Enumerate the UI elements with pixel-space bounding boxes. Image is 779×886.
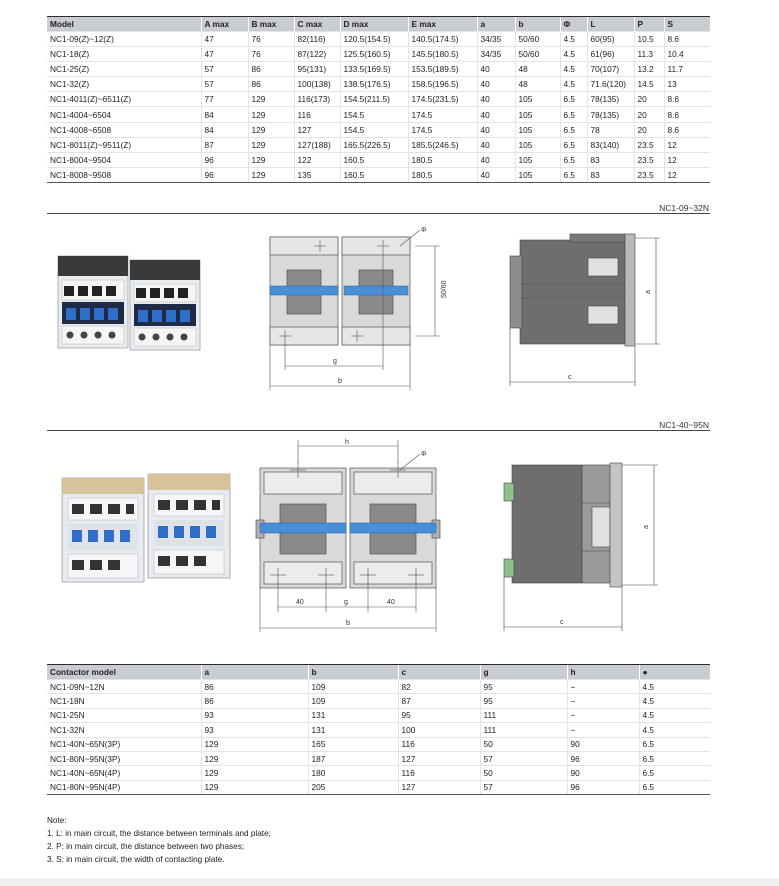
contactor-table-row	[47, 780, 710, 794]
table-cell: NC1-09(Z)~12(Z)	[47, 32, 201, 47]
side-drawing-large	[498, 455, 668, 635]
table-cell: 40	[477, 152, 515, 167]
table-cell: 8.6	[664, 122, 710, 137]
table-cell: 4.5	[639, 723, 710, 737]
table-cell: 129	[248, 122, 294, 137]
column-header: S	[664, 17, 710, 32]
table-cell: 11.3	[634, 47, 664, 62]
table-cell: 127	[398, 780, 480, 794]
table-cell: 105	[515, 122, 560, 137]
column-header: b	[308, 665, 398, 680]
note-item: 1. L: in main circuit, the distance between terminals and plate;	[47, 829, 271, 838]
column-header: a	[477, 17, 515, 32]
table-cell: NC1-8011(Z)~9511(Z)	[47, 137, 201, 152]
table-cell: NC1-4011(Z)~6511(Z)	[47, 92, 201, 107]
table-cell: 86	[248, 62, 294, 77]
contactor-table	[47, 665, 710, 795]
table-cell: 50	[480, 766, 567, 780]
table-cell: NC1-4008~6508	[47, 122, 201, 137]
note-item: 2. P: in main circuit, the distance between two phases;	[47, 842, 245, 851]
column-header: a	[201, 665, 308, 680]
table-cell: 76	[248, 32, 294, 47]
table-cell: 34/35	[477, 32, 515, 47]
table-cell: 95(131)	[294, 62, 340, 77]
table-cell: NC1-18N	[47, 694, 201, 708]
column-header: b	[515, 17, 560, 32]
table-cell: 40	[477, 167, 515, 182]
spec-table-row	[47, 62, 710, 77]
column-header: A max	[201, 17, 248, 32]
table-cell: 129	[201, 751, 308, 765]
table-cell: 8.6	[664, 92, 710, 107]
table-cell: 154.5	[340, 122, 408, 137]
table-cell: 84	[201, 107, 248, 122]
dim-40-left-large: 40	[296, 599, 304, 606]
column-header: L	[587, 17, 634, 32]
table-cell: 93	[201, 708, 308, 722]
table-cell: 10.5	[634, 32, 664, 47]
dim-g-small: g	[333, 358, 337, 365]
table-cell: NC1-18(Z)	[47, 47, 201, 62]
table-cell: 154.5	[340, 107, 408, 122]
table-cell: 129	[248, 152, 294, 167]
table-cell: 61(96)	[587, 47, 634, 62]
table-cell: 86	[248, 77, 294, 92]
table-cell: NC1-80N~95N(4P)	[47, 780, 201, 794]
front-drawing-small	[255, 222, 455, 397]
column-header: ●	[639, 665, 710, 680]
table-cell: −	[567, 723, 639, 737]
table-cell: 122	[294, 152, 340, 167]
table-cell: 120.5(154.5)	[340, 32, 408, 47]
table-cell: 6.5	[639, 766, 710, 780]
table-cell: NC1-09N~12N	[47, 680, 201, 694]
table-cell: 50/60	[515, 32, 560, 47]
table-cell: 50/60	[515, 47, 560, 62]
column-header: P	[634, 17, 664, 32]
table-cell: 90	[567, 766, 639, 780]
table-cell: 6.5	[639, 780, 710, 794]
table-cell: 129	[248, 107, 294, 122]
spec-table-row	[47, 167, 710, 182]
table-cell: 96	[567, 780, 639, 794]
table-cell: 40	[477, 107, 515, 122]
table-cell: 165	[308, 737, 398, 751]
table-cell: 12	[664, 167, 710, 182]
table-cell: 82(116)	[294, 32, 340, 47]
note-item: 3. S: in main circuit, the width of contacting plate.	[47, 855, 225, 864]
table-cell: 105	[515, 137, 560, 152]
table-cell: 20	[634, 122, 664, 137]
table-cell: 86	[201, 694, 308, 708]
table-cell: 4.5	[639, 680, 710, 694]
dim-h-large: h	[345, 439, 349, 446]
table-cell: 50	[480, 737, 567, 751]
table-cell: 95	[398, 708, 480, 722]
table-cell: 77	[201, 92, 248, 107]
spec-table-row	[47, 122, 710, 137]
column-header: E max	[408, 17, 477, 32]
table-cell: 87	[398, 694, 480, 708]
dim-a-small: a	[645, 290, 652, 294]
table-cell: 6.5	[560, 152, 587, 167]
table-cell: 83(140)	[587, 137, 634, 152]
table-cell: 185.5(246.5)	[408, 137, 477, 152]
table-cell: 6.5	[639, 737, 710, 751]
table-cell: 40	[477, 62, 515, 77]
table-cell: 12	[664, 152, 710, 167]
spec-table-row	[47, 137, 710, 152]
table-cell: 10.4	[664, 47, 710, 62]
table-cell: 60(95)	[587, 32, 634, 47]
dim-a-large: a	[643, 525, 650, 529]
side-drawing-small	[500, 228, 670, 398]
table-cell: 83	[587, 152, 634, 167]
table-cell: 111	[480, 723, 567, 737]
dim-phi-small: Φ	[421, 227, 427, 234]
table-cell: 154.5(211.5)	[340, 92, 408, 107]
table-cell: 160.5	[340, 167, 408, 182]
table-cell: 116(173)	[294, 92, 340, 107]
table-cell: 129	[248, 167, 294, 182]
table-cell: 133.5(169.5)	[340, 62, 408, 77]
table-cell: 6.5	[560, 122, 587, 137]
table-cell: 160.5	[340, 152, 408, 167]
table-cell: 129	[201, 737, 308, 751]
contactor-table-row	[47, 680, 710, 694]
table-cell: 40	[477, 122, 515, 137]
page-footer-bar	[0, 878, 779, 886]
table-cell: NC1-8004~9504	[47, 152, 201, 167]
table-cell: −	[567, 708, 639, 722]
table-cell: NC1-80N~95N(3P)	[47, 751, 201, 765]
table-cell: 125.5(160.5)	[340, 47, 408, 62]
contactor-table-row	[47, 723, 710, 737]
table-cell: 57	[201, 62, 248, 77]
table-cell: 87(122)	[294, 47, 340, 62]
table-cell: NC1-25(Z)	[47, 62, 201, 77]
spec-table-row	[47, 107, 710, 122]
table-cell: 83	[587, 167, 634, 182]
product-photo-large	[52, 470, 242, 590]
table-cell: NC1-32N	[47, 723, 201, 737]
notes	[47, 814, 271, 866]
table-cell: 131	[308, 723, 398, 737]
table-cell: 129	[248, 137, 294, 152]
spec-table-row	[47, 32, 710, 47]
spec-table-row	[47, 77, 710, 92]
table-cell: 13.2	[634, 62, 664, 77]
product-photo-small	[48, 246, 208, 356]
table-cell: 6.5	[560, 92, 587, 107]
table-cell: 174.5	[408, 122, 477, 137]
table-cell: 23.5	[634, 137, 664, 152]
table-cell: 96	[567, 751, 639, 765]
table-cell: 4.5	[560, 47, 587, 62]
table-cell: 6.5	[560, 137, 587, 152]
dim-5060-small: 50/60	[441, 280, 448, 298]
contactor-table-header-row	[47, 665, 710, 680]
table-cell: 116	[294, 107, 340, 122]
table-cell: 48	[515, 62, 560, 77]
table-cell: 100(138)	[294, 77, 340, 92]
table-cell: 116	[398, 766, 480, 780]
table-cell: 187	[308, 751, 398, 765]
table-cell: 129	[201, 766, 308, 780]
section-label-large: NC1-40~95N	[659, 420, 709, 430]
table-cell: 70(107)	[587, 62, 634, 77]
table-cell: 87	[201, 137, 248, 152]
contactor-table-row	[47, 694, 710, 708]
table-cell: 100	[398, 723, 480, 737]
table-cell: 105	[515, 92, 560, 107]
column-header: Model	[50, 19, 74, 29]
table-cell: 86	[201, 680, 308, 694]
table-cell: NC1-4004~6504	[47, 107, 201, 122]
table-cell: NC1-25N	[47, 708, 201, 722]
section-divider-small	[47, 213, 710, 214]
table-cell: 48	[515, 77, 560, 92]
column-header: C max	[294, 17, 340, 32]
table-cell: 6.5	[560, 167, 587, 182]
notes-title: Note:	[47, 816, 67, 825]
table-cell: 47	[201, 32, 248, 47]
spec-table-header-row	[47, 17, 710, 32]
dim-phi-large: Φ	[421, 451, 427, 458]
table-cell: 34/35	[477, 47, 515, 62]
table-cell: NC1-40N~65N(4P)	[47, 766, 201, 780]
column-header: Contactor model	[50, 667, 116, 677]
table-cell: 78(135)	[587, 92, 634, 107]
table-cell: 129	[201, 780, 308, 794]
table-cell: 4.5	[560, 32, 587, 47]
table-cell: 90	[567, 737, 639, 751]
table-cell: NC1-40N~65N(3P)	[47, 737, 201, 751]
table-cell: 6.5	[639, 751, 710, 765]
table-cell: 76	[248, 47, 294, 62]
spec-table-row	[47, 47, 710, 62]
contactor-table-body	[47, 680, 710, 795]
table-cell: 135	[294, 167, 340, 182]
table-cell: 40	[477, 77, 515, 92]
table-cell: 165.5(226.5)	[340, 137, 408, 152]
table-cell: 4.5	[639, 708, 710, 722]
table-cell: 47	[201, 47, 248, 62]
table-cell: 20	[634, 107, 664, 122]
table-cell: 6.5	[560, 107, 587, 122]
dim-c-large: c	[560, 619, 564, 626]
table-cell: 84	[201, 122, 248, 137]
table-cell: 82	[398, 680, 480, 694]
table-cell: 4.5	[560, 62, 587, 77]
table-cell: 78(135)	[587, 107, 634, 122]
table-cell: 40	[477, 137, 515, 152]
dim-b-large: b	[346, 620, 350, 627]
table-cell: 127(188)	[294, 137, 340, 152]
column-header: Φ	[560, 17, 587, 32]
table-cell: 71.6(120)	[587, 77, 634, 92]
spec-table-row	[47, 152, 710, 167]
table-cell: 12	[664, 137, 710, 152]
dim-b-small: b	[338, 378, 342, 385]
table-cell: 23.5	[634, 167, 664, 182]
spec-table	[47, 17, 710, 183]
contactor-table-row	[47, 737, 710, 751]
column-header: D max	[340, 17, 408, 32]
table-cell: 158.5(196.5)	[408, 77, 477, 92]
table-cell: 180.5	[408, 152, 477, 167]
table-cell: 180.5	[408, 167, 477, 182]
column-header: c	[398, 665, 480, 680]
table-cell: 105	[515, 107, 560, 122]
front-drawing-large	[250, 434, 450, 634]
contactor-table-row	[47, 751, 710, 765]
table-cell: 180	[308, 766, 398, 780]
table-cell: 145.5(180.5)	[408, 47, 477, 62]
column-header: g	[480, 665, 567, 680]
table-cell: 205	[308, 780, 398, 794]
table-cell: 109	[308, 680, 398, 694]
table-cell: 95	[480, 694, 567, 708]
table-cell: 138.5(176.5)	[340, 77, 408, 92]
dim-c-small: c	[568, 374, 572, 381]
table-cell: 8.6	[664, 107, 710, 122]
table-cell: 4.5	[639, 694, 710, 708]
table-cell: 111	[480, 708, 567, 722]
spec-table-row	[47, 92, 710, 107]
table-cell: 20	[634, 92, 664, 107]
contactor-table-row	[47, 766, 710, 780]
table-cell: 127	[398, 751, 480, 765]
table-cell: 57	[480, 751, 567, 765]
table-cell: 40	[477, 92, 515, 107]
contactor-table-row	[47, 708, 710, 722]
dim-g-large: g	[344, 599, 348, 606]
section-divider-large	[47, 430, 710, 431]
table-cell: 93	[201, 723, 308, 737]
table-cell: 174.5	[408, 107, 477, 122]
table-cell: 153.5(189.5)	[408, 62, 477, 77]
table-cell: 131	[308, 708, 398, 722]
table-cell: 23.5	[634, 152, 664, 167]
table-cell: 105	[515, 167, 560, 182]
spec-table-body	[47, 32, 710, 183]
table-cell: 14.5	[634, 77, 664, 92]
table-cell: NC1-32(Z)	[47, 77, 201, 92]
table-cell: −	[567, 680, 639, 694]
table-cell: 116	[398, 737, 480, 751]
table-cell: 78	[587, 122, 634, 137]
table-cell: 95	[480, 680, 567, 694]
section-label-small: NC1-09~32N	[659, 203, 709, 213]
dim-40-right-large: 40	[387, 599, 395, 606]
table-cell: 109	[308, 694, 398, 708]
table-cell: 13	[664, 77, 710, 92]
table-cell: 174.5(231.5)	[408, 92, 477, 107]
table-cell: 4.5	[560, 77, 587, 92]
table-cell: −	[567, 694, 639, 708]
table-cell: 140.5(174.5)	[408, 32, 477, 47]
table-cell: 127	[294, 122, 340, 137]
table-cell: 96	[201, 167, 248, 182]
table-cell: 57	[480, 780, 567, 794]
table-cell: NC1-8008~9508	[47, 167, 201, 182]
table-cell: 96	[201, 152, 248, 167]
column-header: B max	[248, 17, 294, 32]
table-cell: 57	[201, 77, 248, 92]
table-cell: 105	[515, 152, 560, 167]
table-cell: 11.7	[664, 62, 710, 77]
table-cell: 8.6	[664, 32, 710, 47]
table-cell: 129	[248, 92, 294, 107]
column-header: h	[567, 665, 639, 680]
